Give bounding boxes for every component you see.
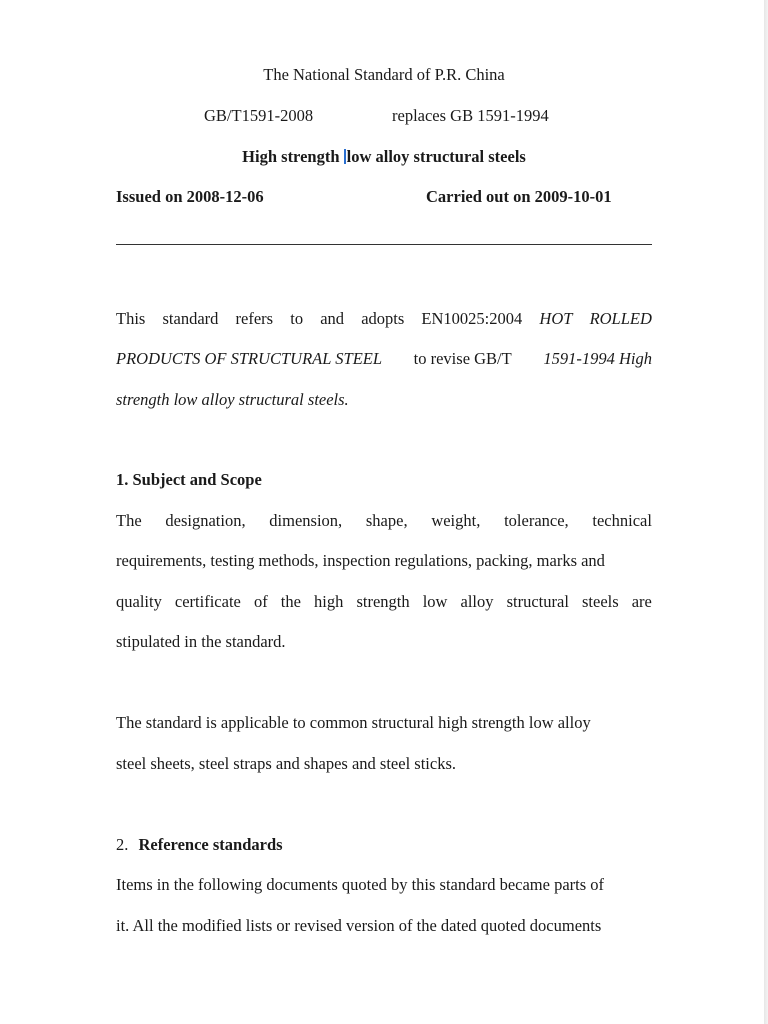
section-2-line-1: Items in the following documents quoted by this standard became parts of [116,875,605,894]
intro-plain-text: to revise GB/T [413,349,512,368]
word: refers [235,309,274,328]
section-1-line-2: requirements, testing methods, inspection regulations, packing, marks and [116,551,605,570]
org-line: The National Standard of P.R. China [263,65,505,84]
word: standard [162,309,219,328]
word: steels [581,592,619,611]
section-1-heading: 1. Subject and Scope [116,470,262,489]
word: of [253,592,268,611]
title-part-1: High strength [242,147,344,166]
word: are [631,592,652,611]
document-title [0,147,768,167]
word: strength [356,592,410,611]
section-1-para-2-line-2: steel sheets, steel straps and shapes and steel sticks. [116,754,456,773]
word: weight, [431,511,481,530]
word: tolerance, [504,511,569,530]
word: the [280,592,301,611]
intro-line-3: strength low alloy structural steels. [116,390,349,409]
section-1-line-1 [116,511,652,531]
word: EN10025:2004 [421,309,523,328]
word: This [116,309,146,328]
old-standard-italic: 1591-1994 High [543,349,652,368]
section-2-heading [116,835,283,855]
page-edge-shadow [764,0,768,1024]
replaces-line: replaces GB 1591-1994 [392,106,549,125]
section-1-line-4: stipulated in the standard. [116,632,286,651]
intro-line-1 [116,309,652,329]
header-divider [116,244,652,245]
text-cursor [344,149,346,164]
issued-date: Issued on 2008-12-06 [116,187,264,206]
word: adopts [361,309,405,328]
title-part-2: low alloy structural steels [346,147,526,166]
intro-line-2 [116,349,652,369]
word: and [320,309,345,328]
word: to [290,309,304,328]
word: designation, [165,511,246,530]
word: HOT [539,309,573,328]
word: dimension, [269,511,343,530]
standard-code: GB/T1591-2008 [204,106,314,125]
section-1-line-3 [116,592,652,612]
word: The [116,511,142,530]
word: quality [116,592,162,611]
word: high [314,592,344,611]
section-2-number: 2. [116,835,129,854]
word: alloy [460,592,494,611]
word: shape, [365,511,408,530]
section-2-line-2: it. All the modified lists or revised version of the dated quoted documents [116,916,602,935]
word: low [422,592,448,611]
word: technical [592,511,652,530]
word: ROLLED [589,309,652,328]
section-1-para-2-line-1: The standard is applicable to common structural high strength low alloy [116,713,591,732]
word: certificate [174,592,241,611]
word: structural [506,592,569,611]
carried-out-date: Carried out on 2009-10-01 [426,187,612,206]
section-2-title: Reference standards [138,835,283,854]
standard-title-italic: PRODUCTS OF STRUCTURAL STEEL [116,349,383,368]
